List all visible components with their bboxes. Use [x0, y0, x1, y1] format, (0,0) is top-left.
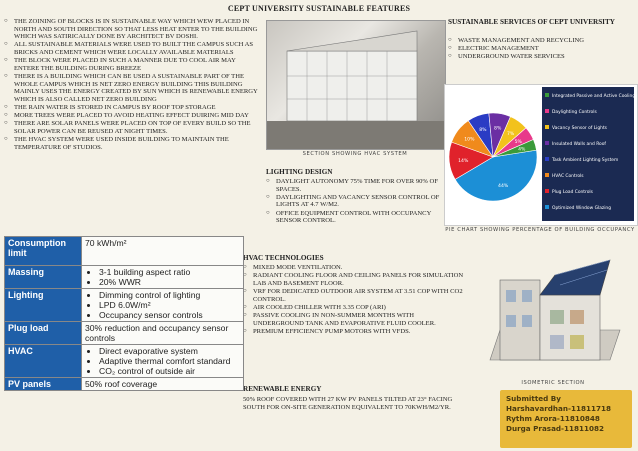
- table-value: [82, 345, 244, 378]
- legend-swatch: [545, 93, 549, 97]
- services-heading: SUSTAINABLE SERVICES OF CEPT UNIVERSITY: [448, 18, 615, 26]
- lighting-heading: LIGHTING DESIGN: [266, 168, 333, 176]
- pie-caption: PIE CHART SHOWING PERCENTAGE OF BUILDING OCCUPANCY: [445, 227, 635, 233]
- pie-slice-label: 7%: [506, 131, 515, 137]
- list-item: ○ AIR COOLED CHILLER WITH 3.35 COP (ARI): [243, 304, 465, 312]
- list-item: ○ UNDERGROUND WATER SERVICES: [448, 53, 634, 61]
- table-row: [5, 289, 244, 322]
- legend-swatch: [545, 141, 549, 145]
- legend-swatch: [545, 173, 549, 177]
- isometric-caption: ISOMETRIC SECTION: [521, 380, 585, 386]
- submitter-name: Rythm Arora-11810848: [506, 414, 600, 423]
- list-item: ○ PREMIUM EFFICIENCY PUMP MOTORS WITH VFDS.: [243, 328, 465, 336]
- pie-legend-background: [542, 87, 634, 221]
- legend-swatch: [545, 109, 549, 113]
- table-label: Massing: [5, 266, 82, 289]
- pie-chart: [445, 85, 637, 225]
- list-item: ○ THE RAIN WATER IS STORED IN CAMPUS BY ROOF TOP STORAGE: [4, 104, 262, 112]
- table-label: Lighting: [5, 289, 82, 322]
- hvac-heading: HVAC TECHNOLOGIES: [243, 254, 324, 262]
- table-value: 50% roof coverage: [82, 378, 244, 391]
- list-item: • Direct evaporative system: [99, 346, 240, 356]
- legend-swatch: [545, 189, 549, 193]
- table-label: HVAC: [5, 345, 82, 378]
- legend-swatch: [545, 157, 549, 161]
- legend-label: Integrated Passive and Active Cooling: [552, 94, 636, 99]
- page-title: CEPT UNIVERSITY SUSTAINABLE FEATURES: [227, 4, 411, 13]
- table-row: [5, 266, 244, 289]
- list-item: • LPD 6.0W/m²: [99, 300, 240, 310]
- list-item: ○ RADIANT COOLING FLOOR AND CEILING PANELS FOR SIMULATION LAB AND BASEMENT FLOOR.: [243, 272, 465, 287]
- list-item: ○ THE ZOINING OF BLOCKS IS IN SUSTAINABLE WAY WHICH WEW PLACED IN NORTH AND SOUTH DIRECTION SO THAT LESS HEAT ENTER TO THE BUILDING WHICH WAS SATIRICALLY DONE BY ARCHITECT BV DOSHI.: [4, 18, 262, 41]
- left-bullet-list: [4, 18, 262, 152]
- pie-slice-label: 8%: [479, 127, 487, 133]
- list-item: ○ ELECTRIC MANAGEMENT: [448, 45, 634, 53]
- renewable-heading: RENEWABLE ENERGY: [243, 385, 322, 393]
- services-list: [448, 37, 634, 62]
- list-item: ○ WASTE MANAGEMENT AND RECYCLING: [448, 37, 634, 45]
- list-item: ○ DAYLIGHTING AND VACANCY SENSOR CONTROL OF LIGHTS AT 4.7 W/M2.: [266, 194, 452, 209]
- table-label: Consumption limit: [5, 237, 82, 266]
- list-item: • Adaptive thermal comfort standard: [99, 356, 240, 366]
- pie-slice-label: 4%: [518, 147, 526, 153]
- legend-label: Vacancy Sensor of Lights: [552, 126, 607, 131]
- legend-label: Optimized Window Glazing: [552, 206, 611, 211]
- hvac-section-image: [266, 20, 446, 150]
- table-value: 30% reduction and occupancy sensor controls: [82, 322, 244, 345]
- pie-chart-panel: [444, 84, 638, 226]
- table-row: [5, 322, 244, 345]
- list-item: ○ DAYLIGHT AUTONOMY 75% TIME FOR OVER 90% OF SPACES.: [266, 178, 452, 193]
- legend-label: Insulated Walls and Roof: [552, 142, 606, 147]
- pie-slice-label: 14%: [458, 158, 469, 164]
- legend-label: Plug Load Controls: [552, 190, 593, 195]
- list-item: ○ VRF FOR DEDICATED OUTDOOR AIR SYSTEM AT 3.51 COP WITH CO2 CONTROL.: [243, 288, 465, 303]
- list-item: • CO₂ control of outside air: [99, 366, 240, 376]
- list-item: ○ ALL SUSTAINABLE MATERIALS WERE USED TO BUILT THE CAMPUS SUCH AS BRICKS AND CEMENT WHICH WERE LOCALLY AVAILABLE MATERIALS: [4, 41, 262, 56]
- submitter-name: Durga Prasad-11811082: [506, 424, 605, 433]
- list-item: ○ PASSIVE COOLING IN NON-SUMMER MONTHS WITH UNDERGROUND TANK AND EVAPORATIVE FLUID COOLER.: [243, 312, 465, 327]
- list-item: • Occupancy sensor controls: [99, 310, 240, 320]
- list-item: • 3-1 building aspect ratio: [99, 267, 240, 277]
- list-item: ○ THE BLOCK WERE PLACED IN SUCH A MANNER DUE TO COOL AIR MAY ENTERE THE BUILDING DURING BREEZE: [4, 57, 262, 72]
- table-value: 70 kWh/m²: [82, 237, 244, 266]
- table-value: [82, 289, 244, 322]
- list-item: ○ MORE TREES WERE PLACED TO AVOID HEATING EFFECT DUIRING MID DAY: [4, 112, 262, 120]
- submitter-name: Harshavardhan-11811718: [506, 404, 611, 413]
- list-item: ○ THERE IS A BUILDING WHICH CAN BE USED A SUSTAINABLE PART OF THE WHOLE CAMPUS WHICH IS NET ZERO ENERGY BUILDING THIS BUILDING MAINLY USES THE ENERGY CREATED BY SUN WHICH IS RENEWABLE ENERGY WHICH IS ALSO CALLED NET ZERO BUILDING: [4, 73, 262, 103]
- list-item: ○ MIXED MODE VENTILATION.: [243, 264, 465, 272]
- pie-slice-label: 8%: [494, 126, 502, 132]
- specification-table: [4, 236, 244, 391]
- legend-label: HVAC Controls: [552, 174, 584, 179]
- hvac-list: [243, 264, 465, 336]
- table-row: [5, 378, 244, 391]
- submitted-by-box: [500, 390, 632, 448]
- lighting-list: [266, 178, 452, 225]
- legend-label: Task Ambient Lighting System: [552, 158, 619, 163]
- list-item: • 20% WWR: [99, 277, 240, 287]
- legend-label: Daylighting Controls: [552, 110, 597, 115]
- table-label: PV panels: [5, 378, 82, 391]
- table-value: [82, 266, 244, 289]
- legend-swatch: [545, 205, 549, 209]
- pie-slice-label: 5%: [514, 139, 522, 145]
- hvac-section-caption: SECTION SHOWING HVAC SYSTEM: [302, 151, 408, 157]
- submitted-heading: Submitted By: [506, 394, 561, 403]
- table-label: Plug load: [5, 322, 82, 345]
- list-item: ○ THE HVAC SYSTEM WERE USED INSIDE BUILDING TO MAINTAIN THE TEMPERATURE OF STUDIOS.: [4, 136, 262, 151]
- legend-swatch: [545, 125, 549, 129]
- isometric-section-image: [470, 240, 636, 380]
- list-item: ○ THERE ARE SOLAR PANELS WERE PLACED ON TOP OF EVERY BUILD SO THE SOLAR POWER CAN BE REUSED AT NIGHT TIMES.: [4, 120, 262, 135]
- table-row: [5, 345, 244, 378]
- pie-slice-label: 10%: [464, 137, 475, 143]
- list-item: ○ OFFICE EQUIPMENT CONTROL WITH OCCUPANCY SENSOR CONTROL.: [266, 210, 452, 225]
- list-item: • Dimming control of lighting: [99, 290, 240, 300]
- pie-slice-label: 44%: [498, 184, 509, 190]
- renewable-text: 50% ROOF COVERED WITH 27 KW PV PANELS TILTED AT 23° FACING SOUTH FOR ON-SITE GENERATION EQUIVALENT TO 70KWH/M2/YR.: [243, 396, 453, 411]
- table-row: [5, 237, 244, 266]
